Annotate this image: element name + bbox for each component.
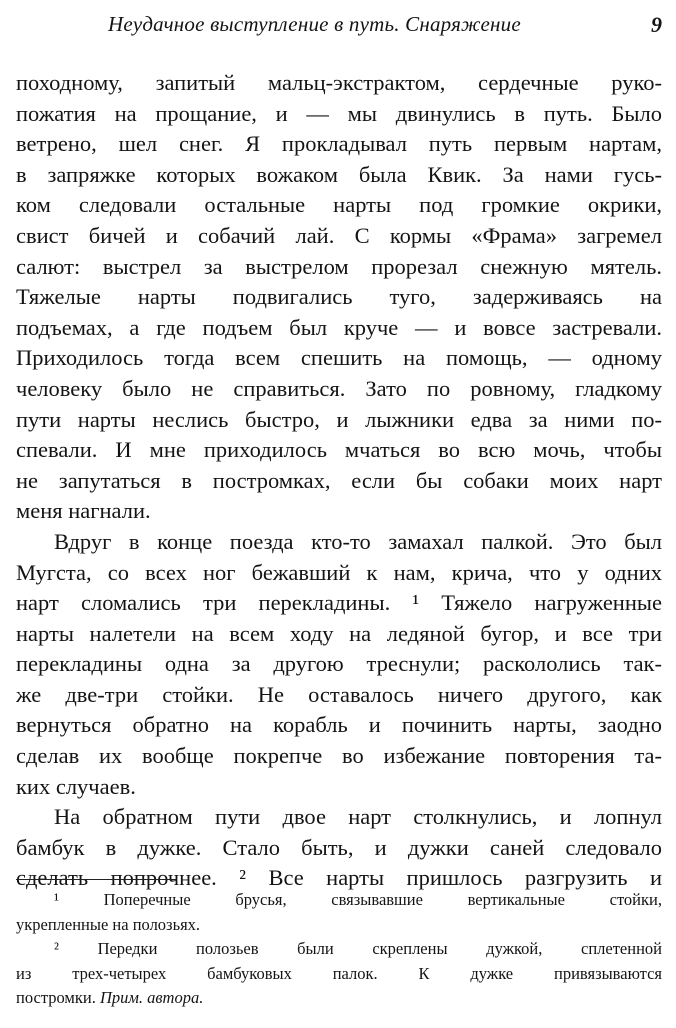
text-line: пожатия на прощание, и — мы двинулись в путь. Было — [16, 100, 662, 126]
text-line: ком следовали остальные нарты под громкие окрики, — [16, 192, 662, 218]
text-line: пути нарты неслись быстро, и лыжники едва за ними по- — [16, 406, 662, 432]
text-line: сделать попрочнее. ² Все нарты пришлось разгрузить и — [16, 865, 662, 891]
text-line: свист бичей и собачий лай. С кормы «Фрама» загремел — [16, 222, 662, 248]
footnote-2-line — [16, 986, 662, 1011]
text-line: Тяжелые нарты подвигались туго, задерживаясь на — [16, 284, 662, 310]
text-line: бамбук в дужке. Стало быть, и дужки саней следовало — [16, 834, 662, 860]
page-number: 9 — [651, 12, 662, 37]
text-line: спевали. И мне приходилось мчаться во всю мочь, чтобы — [16, 437, 662, 463]
author-note-attribution: Прим. автора. — [99, 988, 204, 1007]
text-line: вернуться обратно на корабль и починить нарты, заодно — [16, 712, 662, 738]
text-line: сделав их вообще покрепче во избежание повторения та- — [16, 743, 662, 769]
footnote-2-line: из трех-четырех бамбуковых палок. К дужке привязываются — [16, 963, 662, 983]
text-line: Мугста, со всех ног бежавший к нам, крича, что у одних — [16, 559, 662, 585]
footnote-divider — [16, 879, 176, 880]
page-header — [0, 10, 676, 40]
paragraph-start-line: На обратном пути двое нарт столкнулись, и лопнул — [54, 804, 662, 830]
text-line: меня нагнали. — [16, 498, 151, 524]
paragraph-start-line: Вдруг в конце поезда кто-то замахал палкой. Это был — [54, 528, 662, 554]
footnote-1-line: укрепленные на полозьях. — [16, 914, 201, 934]
text-line: салют: выстрел за выстрелом прорезал снежную мятель. — [16, 253, 662, 279]
footnotes — [16, 888, 662, 1011]
text-line: в запряжке которых вожаком была Квик. За нами гусь- — [16, 161, 662, 187]
running-title: Неудачное выступление в путь. Снаряжение — [108, 12, 521, 36]
text-line: нарт сломались три перекладины. ¹ Тяжело нагруженные — [16, 590, 662, 616]
footnote-2-line: ² Передки полозьев были скреплены дужкой, сплетенной — [54, 939, 662, 958]
text-line: Приходилось тогда всем спешить на помощь, — одному — [16, 345, 662, 371]
text-line: подъемах, а где подъем был круче — и вовсе застревали. — [16, 314, 662, 340]
text-line: перекладины одна за другою треснули; раскололись так- — [16, 651, 662, 677]
text-line: не запутаться в постромках, если бы собаки моих нарт — [16, 467, 662, 493]
text-line: человеку было не справиться. Зато по ровному, гладкому — [16, 375, 662, 401]
text-line: походному, запитый мальц-экстрактом, сердечные руко- — [16, 70, 662, 95]
footnote-1-line: ¹ Поперечные брусья, связывавшие вертикальные стойки, — [54, 890, 662, 909]
text-line: ветрено, шел снег. Я прокладывал путь первым нартам, — [16, 131, 662, 157]
body-text — [16, 68, 662, 894]
text-line: же две-три стойки. Не оставалось ничего другого, как — [16, 681, 662, 707]
footnote-2-text: постромки. — [16, 988, 96, 1007]
text-line: нарты налетели на всем ходу на ледяной бугор, и все три — [16, 620, 662, 646]
text-line: ких случаев. — [16, 773, 136, 799]
